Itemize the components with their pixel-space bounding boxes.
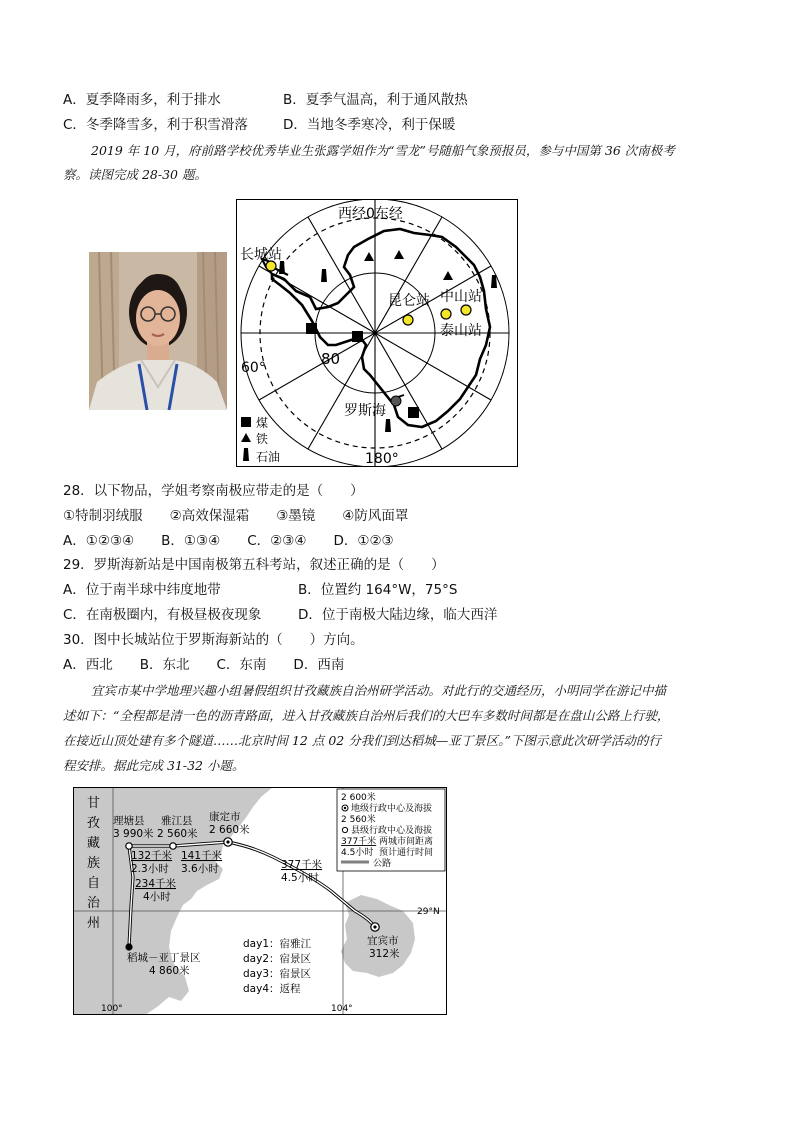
- place-name: 雅江县: [161, 815, 193, 827]
- itinerary-day: day1：宿雅江: [243, 938, 311, 950]
- q30-stem: 30．图中长城站位于罗斯海新站的（ ）方向。: [63, 632, 364, 648]
- intro2-line: 在接近山顶处建有多个隧道……北京时间 12 点 02 分我们到达稻城—亚丁景区。”下图示意此次研学活动的行: [63, 733, 661, 748]
- intro-line: 察。读图完成 28-30 题。: [63, 167, 207, 182]
- option-a: A．夏季降雨多，利于排水: [63, 92, 221, 108]
- itinerary-day: day2：宿景区: [243, 953, 311, 965]
- q30-options: A．西北 B．东北 C．东南 D．西南: [63, 657, 345, 673]
- station-label: 长城站: [240, 247, 282, 263]
- q29-option-b: B．位置约 164°W，75°S: [298, 582, 458, 598]
- region-char: 孜: [87, 816, 101, 831]
- segment-dist: 141千米: [181, 850, 223, 862]
- latitude-label: 29°N: [417, 907, 440, 917]
- option-d: D．当地冬季寒冷，利于保暖: [283, 117, 456, 133]
- q29-option-d: D．位于南极大陆边缘，临大西洋: [298, 607, 498, 623]
- place-alt: 2 660米: [209, 824, 250, 836]
- itinerary-day: day3：宿景区: [243, 968, 311, 980]
- route-map: [73, 787, 447, 1015]
- legend-time-desc: 预计通行时间: [379, 848, 434, 858]
- segment-time: 4.5小时: [281, 872, 319, 884]
- antarctica-map: [236, 199, 518, 467]
- longitude-label: 104°: [331, 1004, 353, 1014]
- intro2-line: 程安排。据此完成 31-32 小题。: [63, 758, 245, 773]
- legend-coal: 煤: [256, 416, 269, 430]
- latitude-label: 80: [321, 350, 341, 368]
- region-char: 治: [87, 896, 101, 911]
- station-label: 罗斯海: [344, 403, 386, 419]
- place-alt: 312米: [369, 948, 400, 960]
- segment-time: 2.3小时: [131, 863, 169, 875]
- longitude-label: 100°: [101, 1004, 123, 1014]
- latitude-label: 60°: [241, 360, 266, 376]
- segment-time: 4小时: [143, 891, 171, 903]
- meridian-label: 180°: [365, 451, 399, 467]
- student-photo: [89, 252, 227, 410]
- region-char: 自: [87, 876, 101, 891]
- legend-city: 地级行政中心及海拔: [351, 804, 433, 814]
- option-c: C．冬季降雪多，利于积雪滑落: [63, 117, 248, 133]
- intro2-line: 述如下：“全程都是清一色的沥青路面，进入甘孜藏族自治州后我们的大巴车多数时间都是在盘山公路上行驶，: [63, 708, 670, 723]
- legend-road: 公路: [373, 859, 392, 869]
- place-name: 康定市: [209, 811, 241, 823]
- place-name: 稻城－亚丁景区: [127, 952, 201, 964]
- station-label: 中山站: [440, 289, 482, 305]
- place-name: 宜宾市: [367, 935, 399, 947]
- legend-dist: 377千米: [341, 837, 377, 847]
- q29-option-c: C．在南极圈内，有极昼极夜现象: [63, 607, 262, 623]
- place-alt: 4 860米: [149, 965, 190, 977]
- intro2-line: 宜宾市某中学地理兴趣小组暑假组织甘孜藏族自治州研学活动。对此行的交通经历，小明同学在游记中描: [91, 683, 667, 698]
- q29-stem: 29．罗斯海新站是中国南极第五科考站，叙述正确的是（ ）: [63, 557, 445, 573]
- intro-line: 2019 年 10 月，府前路学校优秀毕业生张露学姐作为“雪龙”号随船气象预报员，参与中国第 36 次南极考: [91, 143, 675, 158]
- region-char: 藏: [87, 836, 101, 851]
- place-alt: 2 560米: [157, 828, 198, 840]
- meridian-label: 西经0东经: [338, 206, 403, 222]
- station-label: 昆仑站: [388, 293, 430, 309]
- place-name: 理塘县: [113, 815, 145, 827]
- q28-stem: 28．以下物品，学姐考察南极应带走的是（ ）: [63, 483, 364, 499]
- option-b: B．夏季气温高，利于通风散热: [283, 92, 468, 108]
- segment-dist: 377千米: [281, 859, 323, 871]
- station-label: 泰山站: [440, 323, 482, 339]
- legend-dist-desc: 两城市间距离: [379, 837, 434, 847]
- place-alt: 3 990米: [113, 828, 154, 840]
- region-char: 州: [87, 916, 101, 931]
- q28-options: A．①②③④ B．①③④ C．②③④ D．①②③: [63, 533, 394, 549]
- segment-dist: 234千米: [135, 878, 177, 890]
- legend-time: 4.5小时: [341, 848, 374, 858]
- segment-time: 3.6小时: [181, 863, 219, 875]
- legend-alt: 2 560米: [341, 815, 376, 825]
- legend-county: 县级行政中心及海拔: [351, 826, 433, 836]
- q28-items: ①特制羽绒服 ②高效保湿霜 ③墨镜 ④防风面罩: [63, 508, 409, 524]
- legend-oil: 石油: [256, 450, 281, 464]
- legend-alt: 2 600米: [341, 793, 376, 803]
- itinerary-day: day4：返程: [243, 983, 301, 995]
- q29-option-a: A．位于南半球中纬度地带: [63, 582, 221, 598]
- segment-dist: 132千米: [131, 850, 173, 862]
- region-char: 甘: [87, 796, 101, 811]
- region-char: 族: [87, 856, 101, 871]
- legend-iron: 铁: [256, 432, 269, 446]
